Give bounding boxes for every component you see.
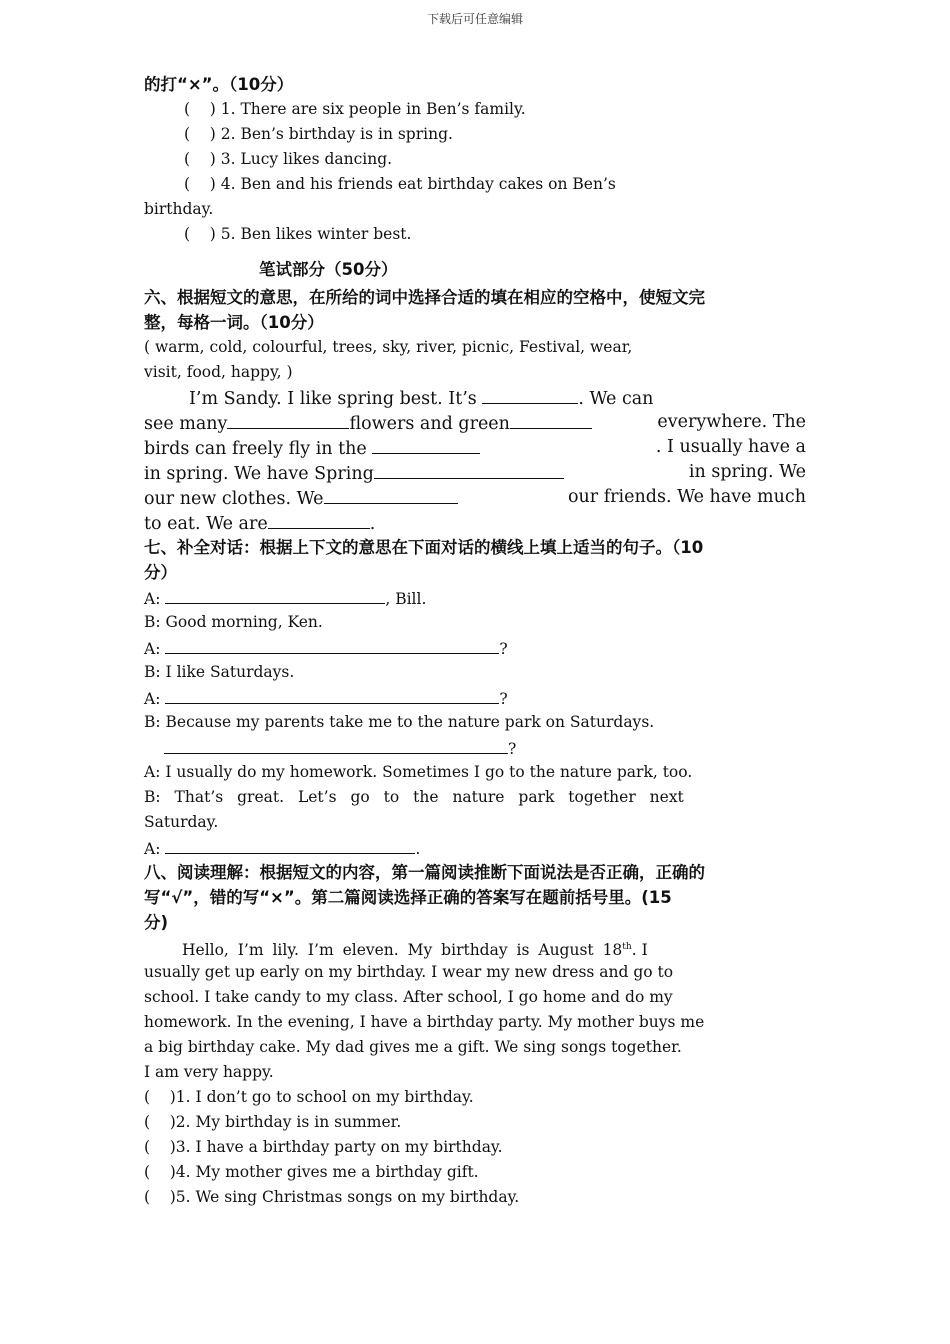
dialogue-line-3 — [144, 635, 806, 660]
reading-line-4: homework. In the evening, I have a birthday party. My mother buys me — [144, 1013, 705, 1031]
ordinal-suffix: th — [622, 942, 632, 952]
passage-text: flowers and green — [349, 414, 510, 434]
dialogue-blank-4[interactable] — [164, 735, 508, 754]
dialogue-line-5 — [144, 685, 806, 710]
dialogue-line-9 — [144, 785, 806, 810]
reading-text: Hello, I’m lily. I’m eleven. My birthday is August 18 — [182, 941, 623, 960]
part6-heading-2: 整，每格一词。（10分） — [144, 313, 324, 332]
dialogue-line-1 — [144, 585, 806, 610]
passage-text: . — [369, 514, 376, 534]
dialogue-line-4: B: I like Saturdays. — [144, 663, 295, 681]
fill-blank-4[interactable] — [372, 435, 480, 454]
passage-line-5 — [144, 485, 806, 510]
passage-line-2 — [144, 410, 806, 435]
dialogue-text: ? — [499, 690, 508, 708]
dialogue-line-6: B: Because my parents take me to the nature park on Saturdays. — [144, 713, 655, 731]
part8-heading-3: 分) — [144, 913, 169, 932]
fill-blank-6[interactable] — [324, 485, 458, 504]
dialogue-line-10: Saturday. — [144, 813, 219, 831]
dialogue-blank-3[interactable] — [165, 685, 499, 704]
speaker-label: A: — [144, 590, 166, 608]
passage-text: to eat. We are — [144, 514, 268, 534]
tf-item-4: ( ) 4. Ben and his friends eat birthday cakes on Ben’s — [184, 175, 616, 193]
passage-text: I’m Sandy. I like spring best. It’s — [189, 389, 483, 409]
dialogue-blank-1[interactable] — [165, 585, 385, 604]
dialogue-blank-5[interactable] — [165, 835, 415, 854]
reading-item-4: ( )4. My mother gives me a birthday gift. — [144, 1163, 479, 1181]
passage-text: everywhere. The — [657, 412, 806, 432]
speaker-label: A: — [144, 840, 166, 858]
tf-item-3: ( ) 3. Lucy likes dancing. — [184, 150, 393, 168]
reading-line-5: a big birthday cake. My dad gives me a gift. We sing songs together. — [144, 1038, 682, 1056]
part6-heading-1: 六、根据短文的意思，在所给的词中选择合适的填在相应的空格中，使短文完 — [144, 288, 705, 307]
reading-item-1: ( )1. I don’t go to school on my birthday. — [144, 1088, 474, 1106]
passage-line-4 — [144, 460, 806, 485]
part7-heading-1: 七、补全对话：根据上下文的意思在下面对话的横线上填上适当的句子。（10 — [144, 538, 704, 557]
passage-text: . I usually have a — [655, 437, 806, 457]
part8-heading-2: 写“√”，错的写“×”。第二篇阅读选择正确的答案写在题前括号里。(15 — [144, 888, 672, 907]
word-bank-2: visit, food, happy, ) — [144, 363, 293, 381]
dialogue-line-11 — [144, 835, 806, 860]
dialogue-blank-2[interactable] — [165, 635, 499, 654]
fill-blank-3[interactable] — [510, 410, 592, 429]
dialogue-text: ? — [508, 740, 517, 758]
reading-line-3: school. I take candy to my class. After school, I go home and do my — [144, 988, 673, 1006]
passage-text: in spring. We have Spring — [144, 464, 374, 484]
part7-heading-2: 分） — [144, 563, 177, 582]
passage-text: our new clothes. We — [144, 489, 324, 509]
passage-text: birds can freely fly in the — [144, 439, 373, 459]
reading-item-5: ( )5. We sing Christmas songs on my birthday. — [144, 1188, 520, 1206]
reading-item-2: ( )2. My birthday is in summer. — [144, 1113, 402, 1131]
part8-heading-1: 八、阅读理解：根据短文的内容，第一篇阅读推断下面说法是否正确，正确的 — [144, 863, 705, 882]
reading-item-3: ( )3. I have a birthday party on my birthday. — [144, 1138, 503, 1156]
passage-line-6 — [144, 510, 806, 535]
dialogue-text: . — [415, 840, 421, 858]
passage-text: see many — [144, 414, 228, 434]
fill-blank-7[interactable] — [268, 510, 370, 529]
tf-item-1: ( ) 1. There are six people in Ben’s family. — [184, 100, 526, 118]
fill-blank-5[interactable] — [374, 460, 564, 479]
reading-line-6: I am very happy. — [144, 1063, 274, 1081]
part5-heading: 的打“×”。（10分） — [144, 75, 294, 94]
speaker-label: A: — [144, 690, 166, 708]
page-header: 下载后可任意编辑 — [426, 12, 523, 26]
tf-item-5: ( ) 5. Ben likes winter best. — [184, 225, 412, 243]
dialogue-text: B: That’s great. Let’s go to the nature park together next — [144, 788, 684, 806]
passage-text: in spring. We — [688, 462, 806, 482]
passage-line-1 — [144, 385, 806, 410]
dialogue-line-2: B: Good morning, Ken. — [144, 613, 323, 631]
fill-blank-1[interactable] — [482, 385, 578, 404]
passage-line-3 — [144, 435, 806, 460]
dialogue-line-7 — [144, 735, 806, 760]
worksheet — [144, 72, 806, 1210]
dialogue-text: ? — [499, 640, 508, 658]
reading-line-2: usually get up early on my birthday. I wear my new dress and go to — [144, 963, 674, 981]
reading-text: . I — [631, 941, 648, 960]
tf-item-2: ( ) 2. Ben’s birthday is in spring. — [184, 125, 453, 143]
speaker-label: A: — [144, 640, 166, 658]
tf-item-4-cont: birthday. — [144, 200, 214, 218]
dialogue-line-8: A: I usually do my homework. Sometimes I go to the nature park, too. — [144, 763, 693, 781]
reading-line-1 — [144, 935, 806, 960]
written-section-title: 笔试部分（50分） — [259, 260, 398, 279]
passage-text: our friends. We have much — [567, 487, 806, 507]
fill-blank-2[interactable] — [227, 410, 349, 429]
passage-text: . We can — [578, 389, 654, 409]
word-bank-1: ( warm, cold, colourful, trees, sky, river, picnic, Festival, wear, — [144, 338, 633, 356]
dialogue-text: , Bill. — [385, 590, 427, 608]
